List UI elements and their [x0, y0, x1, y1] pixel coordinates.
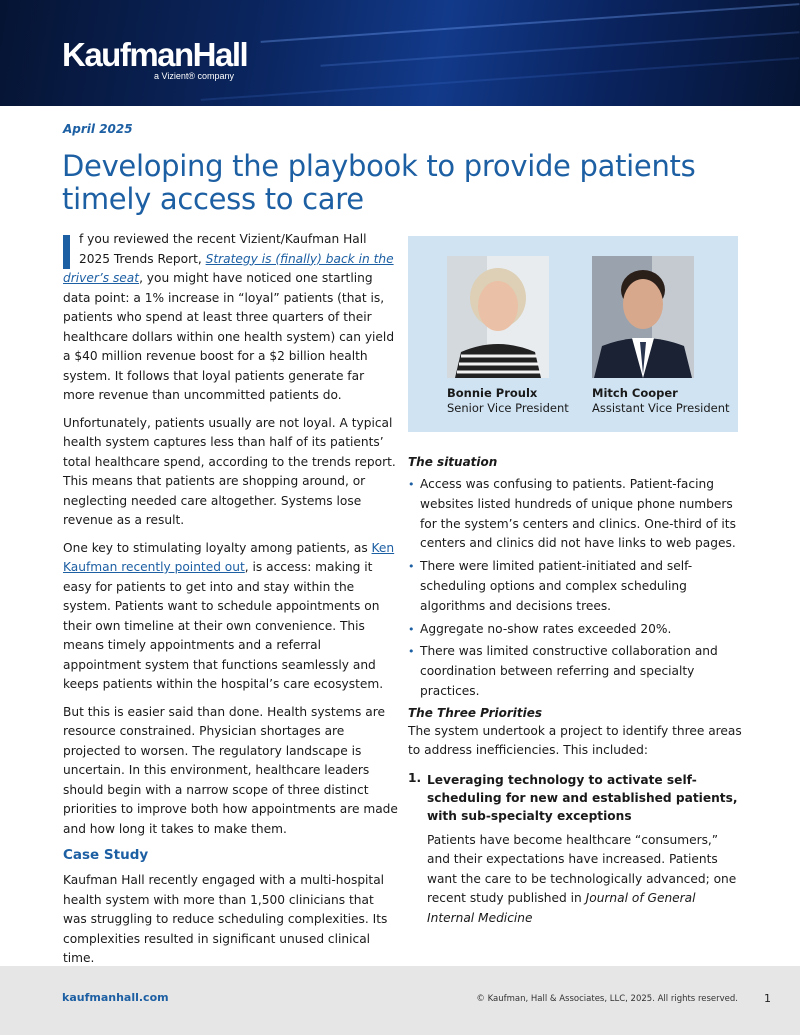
paragraph-constraints: But this is easier said than done. Health systems are resource constrained. Physician shortages are projected to worsen. The regulatory landscape is uncertain. In this environment, healthcare leaders should begin with a narrow scope of three distinct priorities to improve both how appointments are made and how long it takes to make them. — [63, 704, 398, 836]
author-role-bonnie: Senior Vice President — [447, 401, 569, 415]
priority-title: Leveraging technology to activate self-scheduling for new and established patients, with sub-specialty exceptions — [427, 772, 738, 823]
paragraph-access — [63, 539, 398, 695]
page-footer — [0, 966, 800, 1035]
footer-copyright: © Kaufman, Hall & Associates, LLC, 2025. All rights reserved. — [476, 994, 738, 1004]
priorities-heading: The Three Priorities — [408, 705, 543, 720]
case-study-heading: Case Study — [63, 847, 149, 863]
drop-cap-bar — [63, 235, 70, 269]
situation-list — [408, 475, 743, 702]
access-text-b: , is access: making it easy for patients to get into and stay within the system. Patients want to schedule appointments on their own timeline at their own convenience. This means timely appointments and a referral appointment system that functions seamlessly and keeps patients within the hospital’s care ecosystem. — [63, 560, 384, 691]
priority-body-text: Patients have become healthcare “consumers,” and their expectations have increased. Patients want the care to be technologically advanced; one recent study published in — [427, 832, 737, 906]
access-text-a: One key to stimulating loyalty among patients, as — [63, 540, 372, 555]
list-item: • Access was confusing to patients. Patient-facing websites listed hundreds of unique phone numbers for the system’s centers and clinics. One-third of its centers and clinics did not have links to web pages. — [408, 475, 743, 554]
author-name-mitch: Mitch Cooper — [592, 386, 678, 400]
logo-wordmark: KaufmanHall — [62, 36, 248, 73]
priorities-intro: The system undertook a project to identify three areas to address inefficiencies. This included: — [408, 723, 742, 758]
author-photo-bonnie — [447, 256, 549, 378]
footer-website-link[interactable]: kaufmanhall.com — [62, 991, 169, 1004]
journal-name: Journal of General Internal Medicine — [427, 891, 696, 925]
priority-body — [427, 831, 743, 929]
logo-tagline: a Vizient® company — [154, 71, 235, 81]
list-item: • There was limited constructive collaboration and coordination between referring and specialty practices. — [408, 642, 743, 701]
author-role-mitch: Assistant Vice President — [592, 401, 730, 415]
kaufmanhall-logo[interactable] — [62, 36, 248, 81]
authors-box — [408, 236, 738, 432]
trends-report-link[interactable]: Strategy is (finally) back in the driver’s seat — [63, 251, 394, 285]
intro-paragraph — [63, 230, 398, 406]
priority-item-1 — [408, 771, 743, 929]
author-name-bonnie: Bonnie Proulx — [447, 386, 538, 400]
list-item: • Aggregate no-show rates exceeded 20%. — [408, 620, 743, 640]
left-column — [63, 230, 398, 977]
article-title: Developing the playbook to provide patients timely access to care — [62, 149, 696, 216]
priority-number: 1. — [408, 770, 422, 785]
intro-text-a: f you reviewed the recent Vizient/Kaufman Hall 2025 Trends Report, — [79, 232, 367, 266]
situation-heading: The situation — [408, 455, 498, 469]
list-item: • There were limited patient-initiated and self-scheduling options and complex scheduling algorithms and decisions trees. — [408, 557, 743, 616]
paragraph-loyalty: Unfortunately, patients usually are not loyal. A typical health system captures less than half of its patients’ total healthcare spend, according to the trends report. This means that patients are shopping around, or neglecting needed care altogether. Systems lose revenue as a result. — [63, 415, 396, 527]
intro-text-b: , you might have noticed one startling data point: a 1% increase in “loyal” patients (that is, patients who spend at least three quarters of their healthcare dollars within one health system) can yield a $40 million revenue boost for a $2 billion health system. It follows that loyal patients generate far more revenue than uncommitted patients do. — [63, 271, 395, 402]
paragraph-case-study: Kaufman Hall recently engaged with a multi-hospital health system with more than 1,500 clinicians that was struggling to reduce scheduling complexities. Its complexities resulted in significant unused clinical time. — [63, 873, 388, 965]
right-column — [408, 455, 743, 936]
ken-kaufman-link[interactable]: Ken Kaufman recently pointed out — [63, 540, 395, 574]
publication-date: April 2025 — [63, 122, 133, 136]
header-banner — [0, 0, 800, 106]
page-number: 1 — [764, 992, 771, 1005]
author-photo-mitch — [592, 256, 694, 378]
